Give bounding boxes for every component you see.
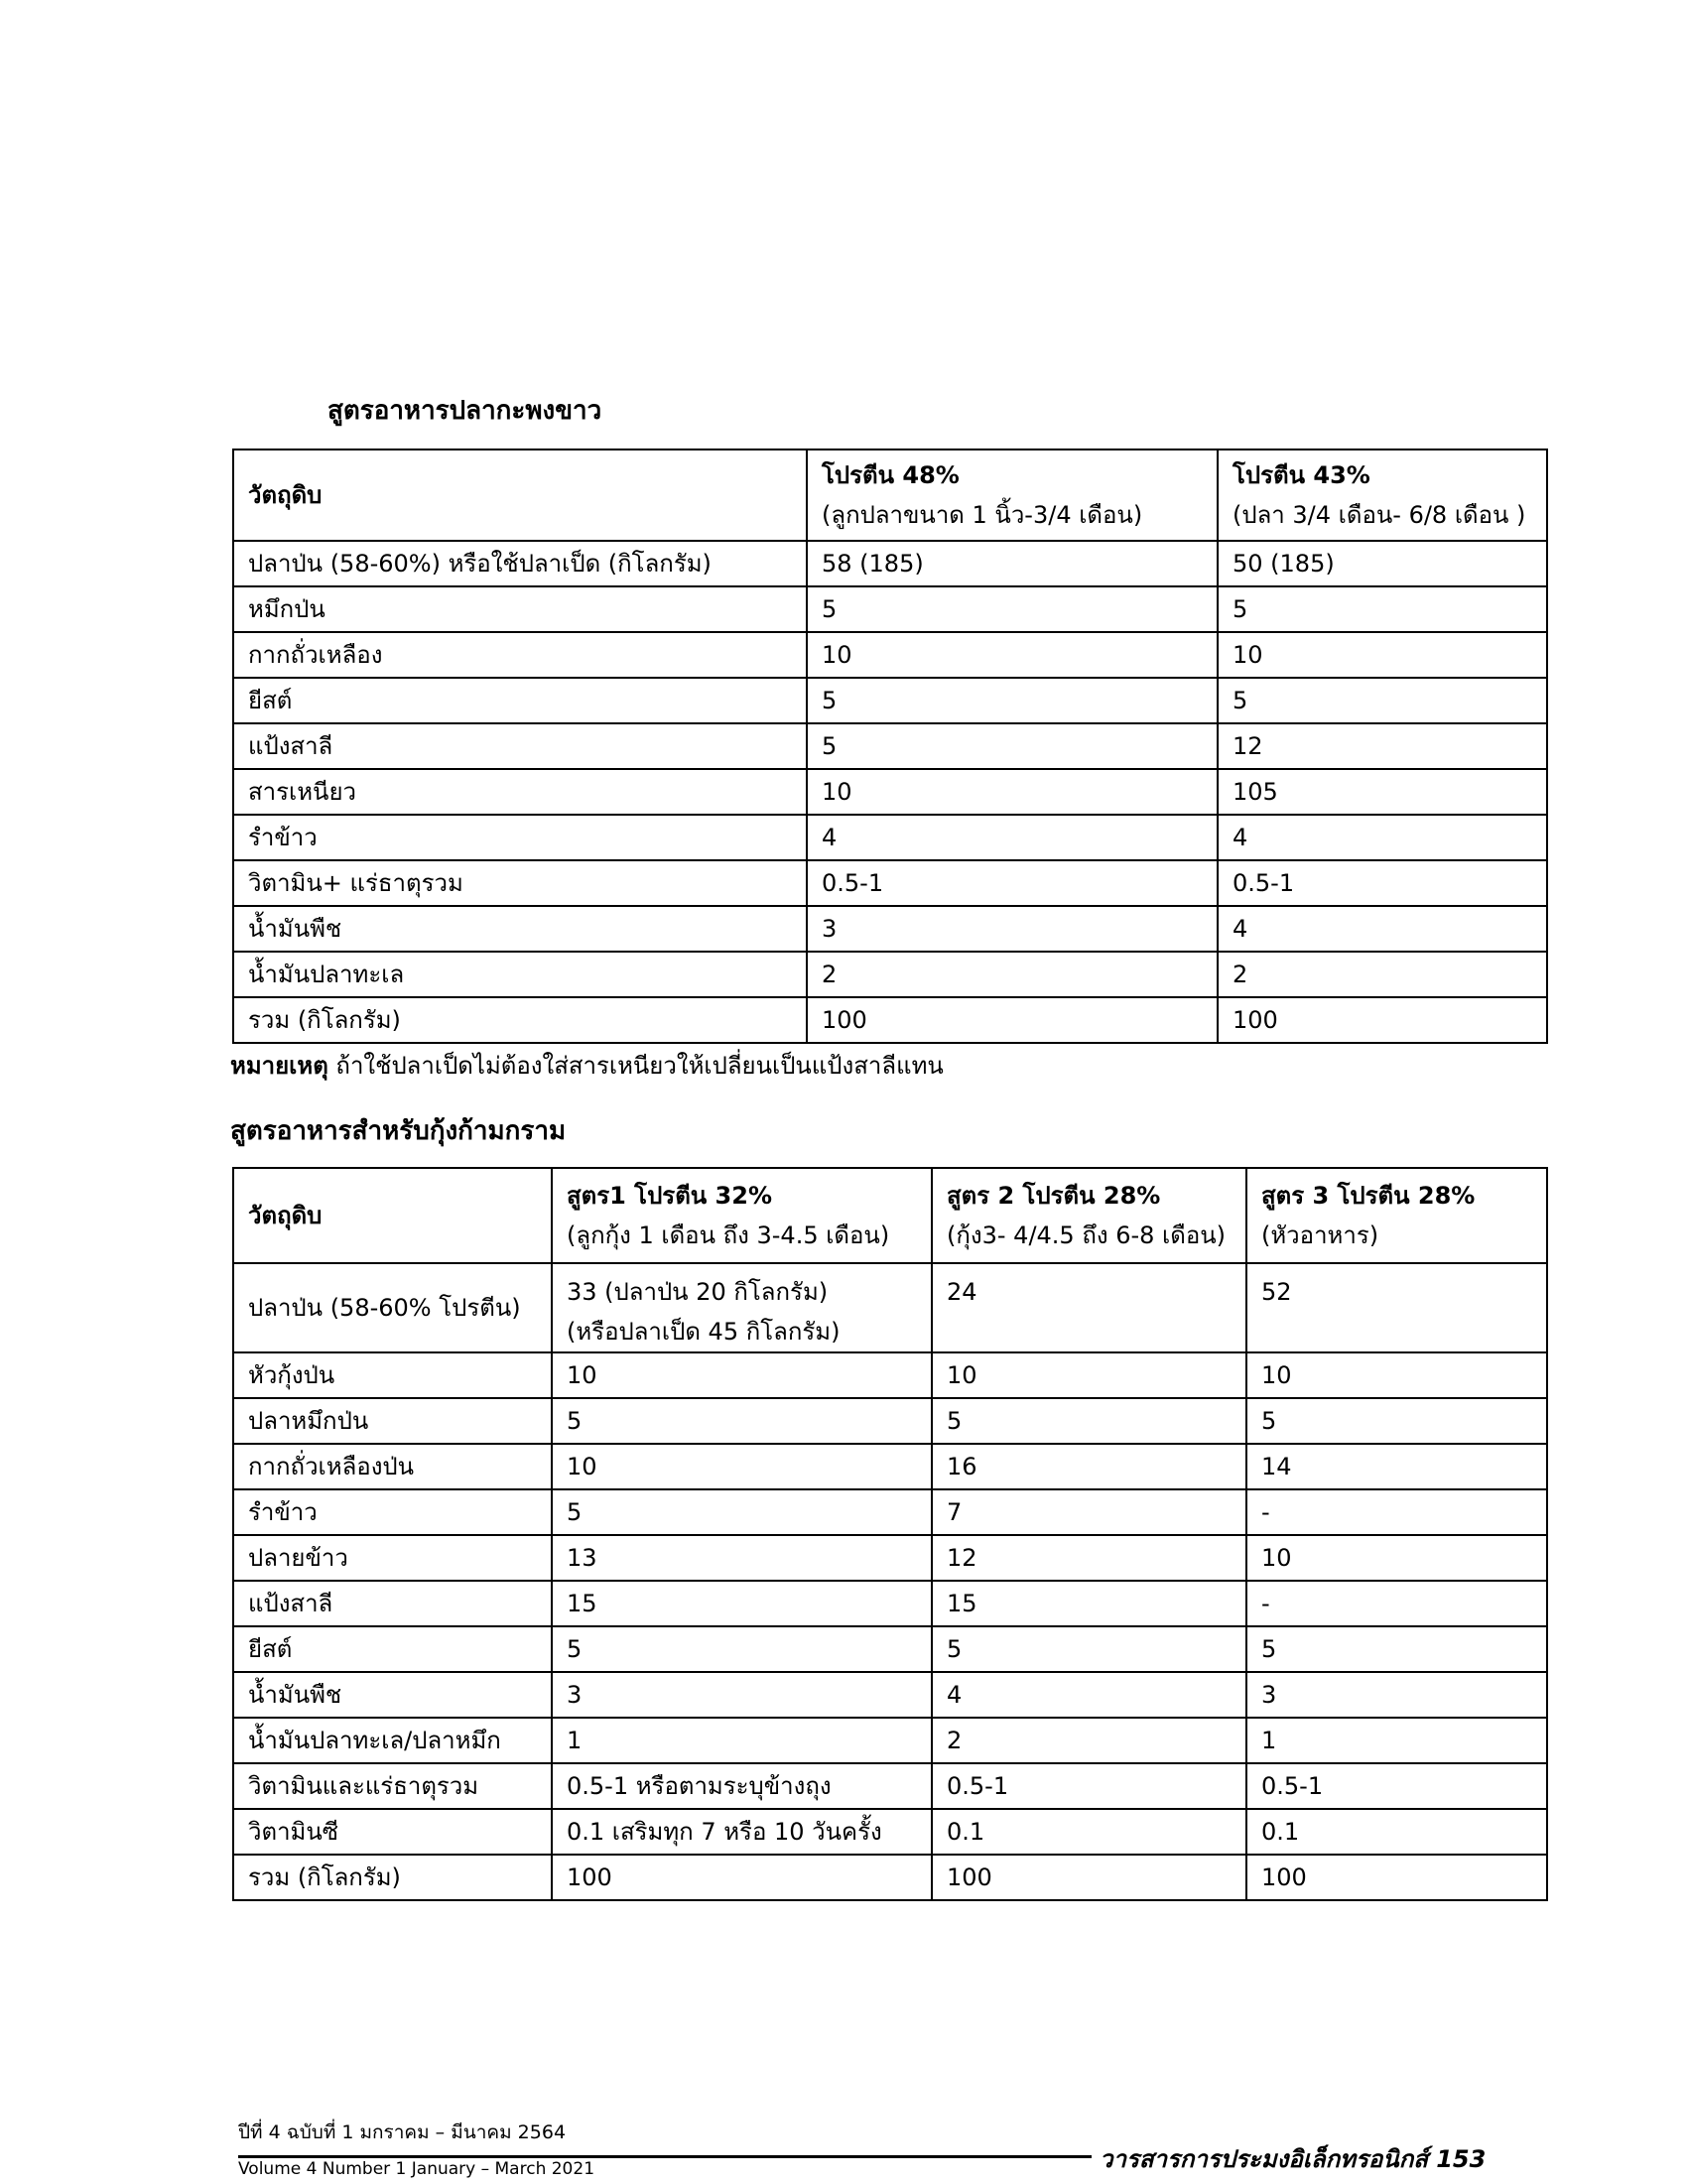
table-cell: 4 (932, 1672, 1246, 1718)
header-protein-43 (1218, 450, 1547, 541)
table-row (233, 769, 1547, 815)
footer-issue-english: Volume 4 Number 1 January – March 2021 (238, 2159, 595, 2179)
table-cell: 24 (932, 1263, 1246, 1352)
table-cell: 3 (552, 1672, 932, 1718)
table-cell: 100 (932, 1855, 1246, 1900)
table-cell: 5 (552, 1398, 932, 1444)
cell-line: (หัวอาหาร) (1261, 1221, 1379, 1249)
table-cell: รำข้าว (233, 1489, 552, 1535)
footer-journal-page: วารสารการประมงอิเล็กทรอนิกส์ 153 (1100, 2145, 1487, 2173)
table-row (233, 860, 1547, 906)
table-cell: หัวกุ้งป่น (233, 1352, 552, 1398)
table-row (233, 1489, 1547, 1535)
table-cell: น้ำมันพืช (233, 906, 807, 952)
table-cell: 15 (552, 1581, 932, 1626)
table-cell: 105 (1218, 769, 1547, 815)
table-cell: 100 (1246, 1855, 1547, 1900)
table-cell: 1 (1246, 1718, 1547, 1763)
table-cell: 14 (1246, 1444, 1547, 1489)
table-cell: รำข้าว (233, 815, 807, 860)
table-cell: 4 (1218, 815, 1547, 860)
table-cell: 52 (1246, 1263, 1547, 1352)
table-cell: น้ำมันพืช (233, 1672, 552, 1718)
table-row (233, 1763, 1547, 1809)
table-cell: 0.5-1 (807, 860, 1218, 906)
table-cell: 5 (1218, 678, 1547, 723)
table-cell: ปลายข้าว (233, 1535, 552, 1581)
table-cell: 100 (1218, 997, 1547, 1043)
table-row (233, 1718, 1547, 1763)
table-cell: 5 (932, 1398, 1246, 1444)
table-cell: 10 (552, 1352, 932, 1398)
table-row (233, 1809, 1547, 1855)
cell-line: (กุ้ง3- 4/4.5 ถึง 6-8 เดือน) (947, 1221, 1227, 1249)
table-cell (552, 1263, 932, 1352)
table-cell: 1 (552, 1718, 932, 1763)
table-cell: 100 (807, 997, 1218, 1043)
table-row (233, 1352, 1547, 1398)
table-cell: วิตามิน+ แร่ธาตุรวม (233, 860, 807, 906)
cell-line: สูตร 3 โปรตีน 28% (1261, 1182, 1476, 1210)
table-cell: แป้งสาลี (233, 1581, 552, 1626)
table-cell: 10 (1246, 1535, 1547, 1581)
table-cell: 2 (1218, 952, 1547, 997)
cell-line: สูตร 2 โปรตีน 28% (947, 1182, 1161, 1210)
table-cell: 10 (807, 769, 1218, 815)
table-cell: 4 (807, 815, 1218, 860)
cell-line: (หรือปลาเป็ด 45 กิโลกรัม) (567, 1318, 841, 1346)
table-row (233, 997, 1547, 1043)
table-row (233, 632, 1547, 678)
cell-line: โปรตีน 48% (822, 461, 960, 489)
table-cell: สารเหนียว (233, 769, 807, 815)
table-cell: วิตามินซี (233, 1809, 552, 1855)
table-row (233, 1626, 1547, 1672)
table-row (233, 723, 1547, 769)
table-row (233, 1672, 1547, 1718)
table-cell: 5 (807, 723, 1218, 769)
table-row (233, 1535, 1547, 1581)
table-cell: กากถั่วเหลืองป่น (233, 1444, 552, 1489)
table-cell: 5 (1218, 586, 1547, 632)
table-cell: 5 (552, 1489, 932, 1535)
header-ingredient: วัตถุดิบ (233, 450, 807, 541)
table-row (233, 1855, 1547, 1900)
table-cell: หมึกป่น (233, 586, 807, 632)
table-row (233, 906, 1547, 952)
table-cell: กากถั่วเหลือง (233, 632, 807, 678)
table-cell: ปลาหมึกป่น (233, 1398, 552, 1444)
table-cell: 2 (807, 952, 1218, 997)
note-text: ถ้าใช้ปลาเป็ดไม่ต้องใส่สารเหนียวให้เปลี่ยนเป็นแป้งสาลีแทน (327, 1052, 944, 1080)
fish-feed-table (232, 449, 1548, 1044)
table-cell: 5 (807, 678, 1218, 723)
table-cell: 7 (932, 1489, 1246, 1535)
table-cell: รวม (กิโลกรัม) (233, 997, 807, 1043)
table-cell: - (1246, 1581, 1547, 1626)
table-cell: วิตามินและแร่ธาตุรวม (233, 1763, 552, 1809)
table2-title: สูตรอาหารสำหรับกุ้งก้ามกราม (230, 1116, 567, 1146)
table-row (233, 1263, 1547, 1352)
table-row (233, 541, 1547, 586)
table-cell: 12 (932, 1535, 1246, 1581)
table-cell: 3 (1246, 1672, 1547, 1718)
table-cell: 3 (807, 906, 1218, 952)
table-cell: แป้งสาลี (233, 723, 807, 769)
table-cell: 0.1 (932, 1809, 1246, 1855)
table-cell: 0.5-1 (1218, 860, 1547, 906)
table-cell: 0.5-1 (1246, 1763, 1547, 1809)
table-row (233, 1444, 1547, 1489)
table-cell: รวม (กิโลกรัม) (233, 1855, 552, 1900)
table-cell: ปลาป่น (58-60% โปรตีน) (233, 1263, 552, 1352)
table-cell: 10 (932, 1352, 1246, 1398)
table-cell: 10 (807, 632, 1218, 678)
table-cell: 2 (932, 1718, 1246, 1763)
note-label: หมายเหตุ (230, 1052, 328, 1080)
table-row (233, 678, 1547, 723)
table-header-row (233, 450, 1547, 541)
table-cell: 58 (185) (807, 541, 1218, 586)
table-cell: 5 (807, 586, 1218, 632)
header-formula-1 (552, 1168, 932, 1263)
table-cell: 0.5-1 หรือตามระบุข้างถุง (552, 1763, 932, 1809)
header-protein-48 (807, 450, 1218, 541)
table-cell: 0.1 เสริมทุก 7 หรือ 10 วันครั้ง (552, 1809, 932, 1855)
table-cell: 5 (1246, 1626, 1547, 1672)
table-cell: 5 (552, 1626, 932, 1672)
header-formula-3 (1246, 1168, 1547, 1263)
table-cell: ยีสต์ (233, 678, 807, 723)
table-cell: 10 (1246, 1352, 1547, 1398)
cell-line: โปรตีน 43% (1233, 461, 1370, 489)
cell-line: (ลูกกุ้ง 1 เดือน ถึง 3-4.5 เดือน) (567, 1221, 890, 1249)
table-cell: ยีสต์ (233, 1626, 552, 1672)
table-row (233, 1398, 1547, 1444)
table1-title: สูตรอาหารปลากะพงขาว (327, 396, 602, 426)
table-cell: น้ำมันปลาทะเล (233, 952, 807, 997)
cell-line: (ปลา 3/4 เดือน- 6/8 เดือน ) (1233, 501, 1526, 529)
table-cell: 0.1 (1246, 1809, 1547, 1855)
table-cell: 16 (932, 1444, 1246, 1489)
table-row (233, 952, 1547, 997)
table-row (233, 815, 1547, 860)
table-cell: 10 (1218, 632, 1547, 678)
table-cell: 13 (552, 1535, 932, 1581)
table-cell: - (1246, 1489, 1547, 1535)
table-cell: 12 (1218, 723, 1547, 769)
cell-line: (ลูกปลาขนาด 1 นิ้ว-3/4 เดือน) (822, 501, 1143, 529)
table-cell: ปลาป่น (58-60%) หรือใช้ปลาเป็ด (กิโลกรัม) (233, 541, 807, 586)
table-cell: 10 (552, 1444, 932, 1489)
table-cell: 5 (932, 1626, 1246, 1672)
header-ingredient: วัตถุดิบ (233, 1168, 552, 1263)
table-cell: 15 (932, 1581, 1246, 1626)
table-cell: 0.5-1 (932, 1763, 1246, 1809)
prawn-feed-table (232, 1167, 1548, 1901)
table-cell: น้ำมันปลาทะเล/ปลาหมึก (233, 1718, 552, 1763)
footer-rule (238, 2155, 1092, 2158)
table-row (233, 1581, 1547, 1626)
table-row (233, 586, 1547, 632)
table-cell: 100 (552, 1855, 932, 1900)
table-cell: 4 (1218, 906, 1547, 952)
footer-issue-thai: ปีที่ 4 ฉบับที่ 1 มกราคม – มีนาคม 2564 (238, 2121, 567, 2143)
header-formula-2 (932, 1168, 1246, 1263)
cell-line: 33 (ปลาป่น 20 กิโลกรัม) (567, 1278, 829, 1306)
table-header-row (233, 1168, 1547, 1263)
table-cell: 5 (1246, 1398, 1547, 1444)
table-cell: 50 (185) (1218, 541, 1547, 586)
cell-line: สูตร1 โปรตีน 32% (567, 1182, 772, 1210)
table1-note (230, 1050, 944, 1082)
